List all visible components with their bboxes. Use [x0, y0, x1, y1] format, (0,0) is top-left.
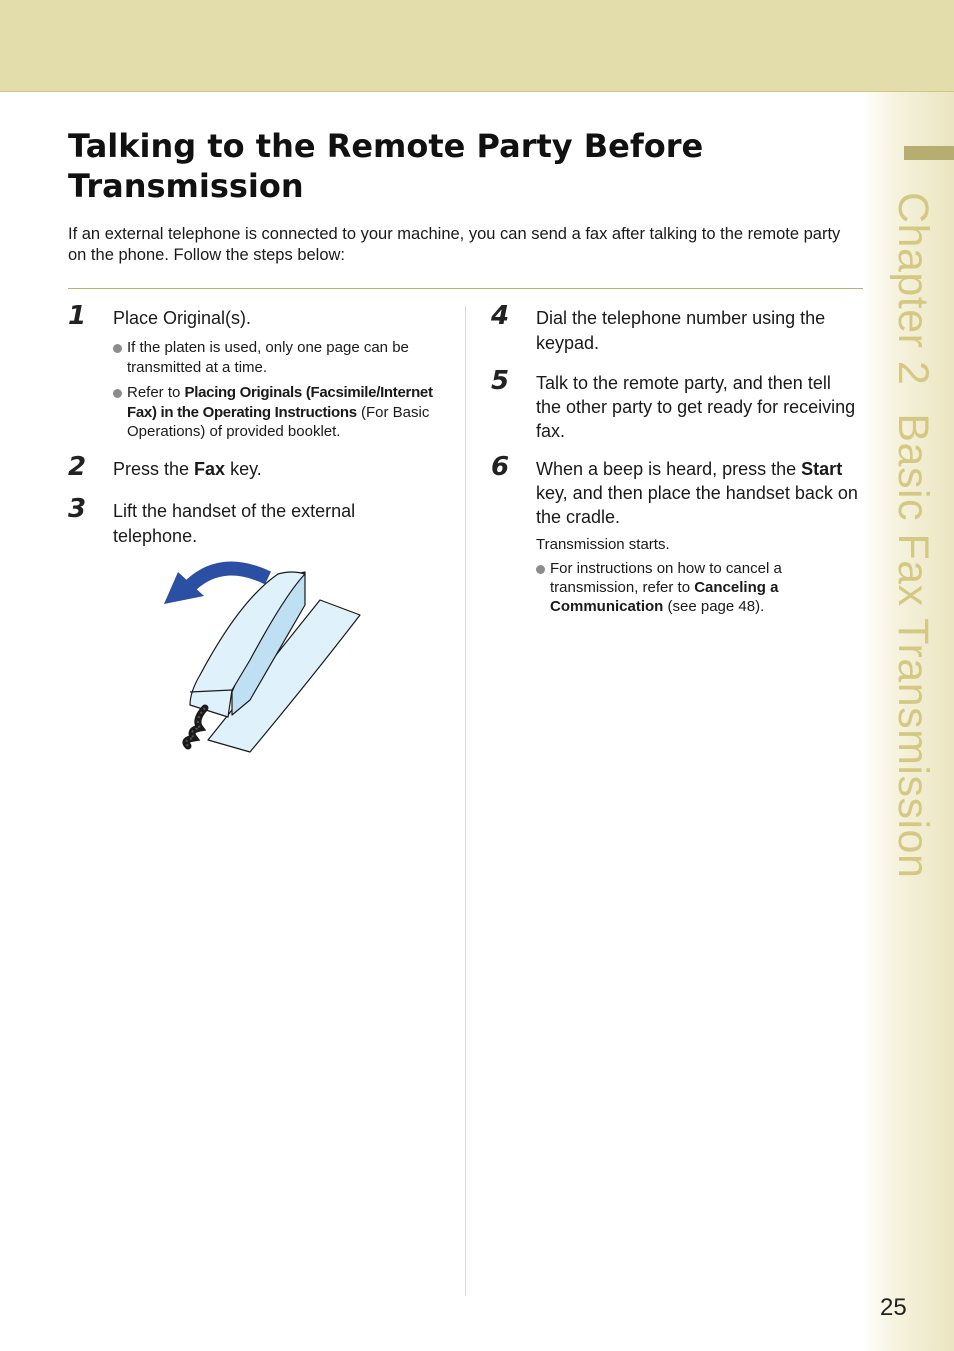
- step-text: When a beep is heard, press the Start key, and then place the handset back on the cradle.: [536, 459, 858, 527]
- chapter-side-label: [888, 192, 937, 878]
- page-number: 25: [880, 1294, 907, 1321]
- section-divider: [68, 288, 863, 289]
- step-text: Dial the telephone number using the keypad.: [536, 308, 826, 353]
- canceling-reference: Canceling a Communication: [550, 579, 779, 615]
- chapter-number-label: Chapter 2: [889, 192, 937, 386]
- bullet-dot-icon: [113, 389, 122, 398]
- handset-lift-illustration: [160, 560, 370, 760]
- step-number: 6: [491, 452, 510, 482]
- step-text: Press the Fax key.: [113, 459, 262, 479]
- bullet-text: If the platen is used, only one page can be transmitted at a time.: [127, 339, 409, 376]
- step-text: Place Original(s).: [113, 308, 252, 328]
- header-band: [0, 0, 954, 92]
- step-6-bullet: For instructions on how to cancel a transmission, refer to Canceling a Communication (see page 48).: [550, 559, 825, 616]
- chapter-title-label: Basic Fax Transmission: [889, 413, 937, 879]
- step-1-bullet-1: [127, 338, 447, 377]
- bullet-dot-icon: [536, 565, 545, 574]
- step-number: 4: [491, 301, 510, 331]
- step-text: Lift the handset of the external telephone.: [113, 501, 356, 546]
- column-divider: [465, 306, 466, 1296]
- chapter-tab-marker: [904, 146, 954, 160]
- bullet-text-pre: Refer to: [127, 384, 185, 401]
- step-number: 3: [68, 494, 87, 524]
- step-number: 1: [68, 301, 87, 331]
- manual-reference: Placing Originals (Facsimile/Internet Fax) in the Operating Instructions: [127, 384, 433, 421]
- intro-paragraph: If an external telephone is connected to your machine, you can send a fax after talking to the remote party on the phone. Follow the steps below:: [68, 225, 841, 264]
- step-6-note: Transmission starts.: [536, 536, 670, 553]
- step-1-bullet-2: [127, 383, 447, 442]
- fax-key-label: Fax: [194, 459, 226, 479]
- step-number: 2: [68, 452, 87, 482]
- bullet-text-post: (For Basic Operations) of provided booklet.: [127, 403, 430, 440]
- page-title: Talking to the Remote Party Before Transmission: [68, 127, 704, 205]
- bullet-dot-icon: [113, 344, 122, 353]
- step-number: 5: [491, 366, 510, 396]
- start-key-label: Start: [801, 459, 843, 479]
- step-text: Talk to the remote party, and then tell the other party to get ready for receiving fax.: [536, 373, 856, 441]
